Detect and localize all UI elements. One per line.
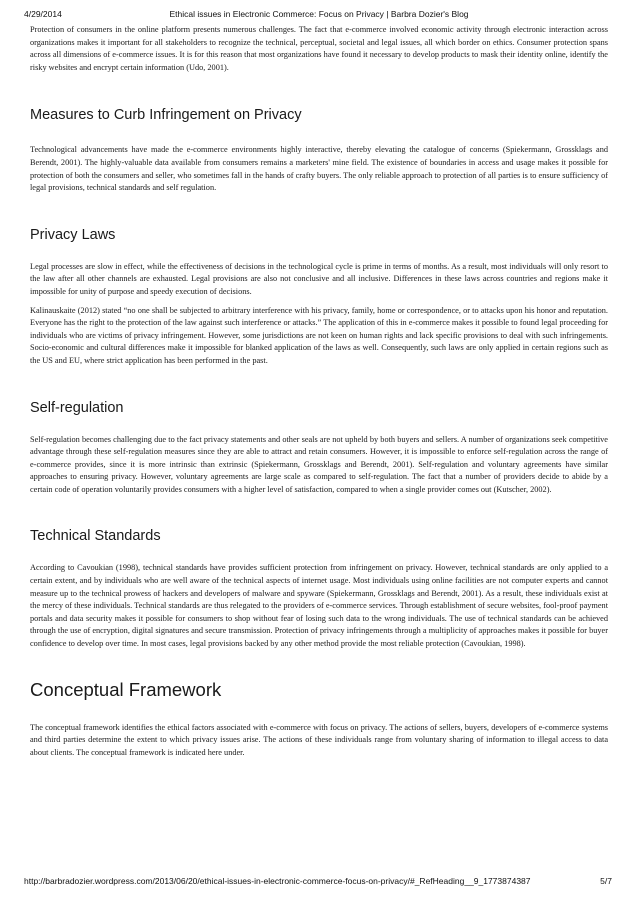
print-date: 4/29/2014 [24,9,62,19]
section-paragraph: Kalinauskaite (2012) stated “no one shall be subjected to arbitrary interference with his privacy, family, home or correspondence, or to attacks upon his honor and reputation. Everyone has the right to the protection of the law against such interference or attacks.” The application of this in e-commerce makes it possible to found legal proceeding for individuals who are victims of privacy infringement. However, some jurisdictions are not keen on human rights and lack specific provisions to deal with such infringements. Socio-economic and cultural differences make it impossible for blanked application of the laws as well. Consequently, such laws are only applied in certain regions such as the US and EU, where strict application has been performed in the past. [30,305,608,365]
print-url: http://barbradozier.wordpress.com/2013/06/20/ethical-issues-in-electronic-commerce-focus-on-privacy/#_RefHeading__9_1773874387 [24,876,531,886]
section-heading-conceptual-framework: Conceptual Framework [30,678,222,700]
section-paragraph: Technological advancements have made the e-commerce environments highly interactive, thereby elevating the catalogue of concerns (Spiekermann, Grossklags and Berendt, 2001). The highly-valuable data available from consumers remains a marketers' mine field. The existence of boundaries in access and usage makes it possible for protection of both the consumers and seller, who sometimes fall in the hands of crafty buyers. The only reliable approach to protection of all parties is to ensure sufficiency of legal provisions, technical standards and self regulation. [30,145,608,193]
print-page-title: Ethical issues in Electronic Commerce: Focus on Privacy | Barbra Dozier's Blog [169,9,469,19]
section-heading-technical-standards: Technical Standards [30,528,161,545]
section-measures [30,106,608,194]
page-number: 5/7 [600,876,612,886]
section-paragraph: Self-regulation becomes challenging due to the fact privacy statements and other seals are not upheld by both buyers and sellers. A number of organizations seek competitive advantage through these self-regulation measures since they are able to attract and retain consumers. However, it is impossible to enforce self-regulation across the range of e-commerce provides, since it is more intrinsic than extrinsic (Spiekermann, Grossklags and Berendt, 2001). Self-regulation and voluntary agreements have similar approaches to ensuring privacy. However, voluntary agreements are large scale as compared to self-regulation. The fact that a number of providers decide to abide by a certain code of operation voluntarily provides consumers with a higher level of satisfaction, compared to when a single provider comes out (Kutscher, 2002). [30,434,608,494]
section-heading-privacy-laws: Privacy Laws [30,226,116,243]
section-paragraph: Legal processes are slow in effect, while the effectiveness of decisions in the technological cycle is prime in terms of months. As a result, most individuals will only resort to the law after all other channels are exhausted. Legal provisions are also not conclusive and all inclusive. Differences in these laws across countries and regions make it impossible for unity of purpose and speedy execution of decisions. [30,261,608,296]
section-heading-self-regulation: Self-regulation [30,399,124,416]
print-header [0,9,638,21]
section-paragraph: According to Cavoukian (1998), technical standards have provides sufficient protection from infringement on privacy. However, technical standards are only applied to a certain extent, and by individuals who are well aware of the technical aspects of internet usage. Most individuals using online facilities are not computer experts and cannot measure up to the technical prowess of hackers and developers of malware and spyware (Spiekermann, Grossklags and Berendt, 2001). As a result, these individuals exist at the mercy of these individuals. Technical standards are thus relegated to the providers of e-commerce services. Through establishment of secure websites, fool-proof payment portals and data security makes it possible for consumers to shop without fear of losing such data to the wrong individuals. The use of technical standards can be achieved through the use of encryption, digital signatures and secure transmission. Protection of privacy infringements through a multiplicity of approaches makes it possible for buyer confidence to develop over time. In most cases, legal provisions backed by any other method provide the most reliable protection (Cavoukian, 1998). [30,563,608,649]
section-paragraph: The conceptual framework identifies the ethical factors associated with e-commerce with focus on privacy. The actions of sellers, buyers, developers of e-commerce systems and third parties determine the extent to which privacy issues arise. The actions of these individuals range from voluntary sharing of information to illegal access to data about clients. The conceptual framework is indicated here under. [30,722,608,757]
intro-paragraph: Protection of consumers in the online platform presents numerous challenges. The fact that e-commerce involved economic activity through electronic interaction across organizations makes it important for all stakeholders to recognize the technical, perceptual, societal and legal issues, all which border on ethics. Consumer protection spans across all dimensions of e-commerce issues. It is for this reason that most organizations have found it necessary to develop products to mask their identity online, identify the risky websites and encrypt certain information (Udo, 2001). [30,25,608,72]
section-heading-measures: Measures to Curb Infringement on Privacy [30,107,302,124]
intro-section [30,24,608,74]
section-conceptual-framework [30,678,608,760]
section-privacy-laws [30,226,608,368]
section-technical-standards [30,527,608,650]
article-body [30,24,608,759]
print-footer [0,876,638,888]
section-self-regulation [30,399,608,497]
